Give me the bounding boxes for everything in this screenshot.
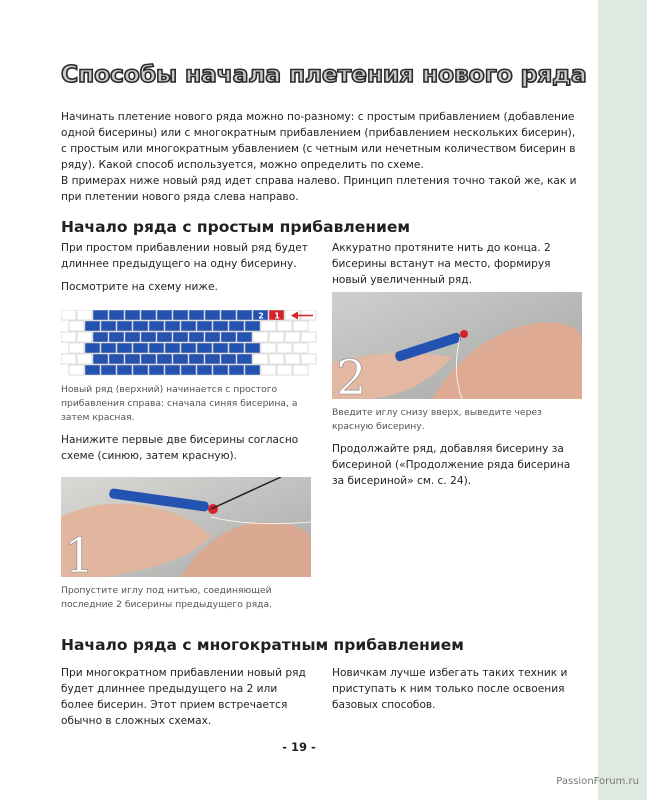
bead-cell	[197, 321, 212, 331]
bead-cell	[149, 321, 164, 331]
bead-cell	[221, 332, 236, 342]
bead-cell	[125, 354, 140, 364]
bead-cell	[165, 343, 180, 353]
bead-cell	[69, 365, 84, 375]
intro-paragraph-2: В примерах ниже новый ряд идет справа налево. Принцип плетения точно такой же, как и при плетении нового ряда слева направо.	[61, 175, 577, 203]
bead-cell	[277, 321, 292, 331]
section2-right-paragraph: Новичкам лучше избегать таких техник и приступать к ним только после освоения базовых способов.	[332, 667, 568, 711]
bead-scheme-diagram	[61, 310, 319, 376]
bead-cell	[61, 310, 76, 320]
bead-cell	[229, 365, 244, 375]
bead-cell	[205, 310, 220, 320]
bead-cell	[133, 365, 148, 375]
bead-cell	[301, 354, 316, 364]
bead-cell	[109, 310, 124, 320]
bead-cell	[237, 354, 252, 364]
bead-cell	[117, 365, 132, 375]
bead-cell	[61, 354, 76, 364]
bead-cell	[181, 343, 196, 353]
bead-cell	[173, 332, 188, 342]
bead-cell	[69, 321, 84, 331]
bead-cell	[101, 343, 116, 353]
bead-cell	[181, 321, 196, 331]
bead-cell	[125, 310, 140, 320]
bead-cell	[237, 310, 252, 320]
page-title: Способы начала плетения нового ряда	[61, 60, 587, 88]
bead-cell	[269, 354, 284, 364]
bead-cell	[261, 321, 276, 331]
bead-cell	[229, 321, 244, 331]
bead-cell	[109, 332, 124, 342]
section1-left-paragraph-3: Нанижите первые две бисерины согласно схеме (синюю, затем красную).	[61, 434, 299, 462]
page-side-band	[598, 0, 647, 800]
bead-cell	[69, 343, 84, 353]
bead-cell	[93, 354, 108, 364]
bead-cell	[301, 332, 316, 342]
bead-cell	[77, 310, 92, 320]
bead-cell	[277, 365, 292, 375]
bead-cell	[101, 321, 116, 331]
bead-cell	[149, 365, 164, 375]
bead-cell	[253, 354, 268, 364]
bead-cell	[85, 365, 100, 375]
scheme-step-label: 2	[258, 311, 264, 321]
photo-step-2	[332, 292, 582, 399]
bead-cell	[173, 310, 188, 320]
bead-cell	[165, 321, 180, 331]
bead-cell	[181, 365, 196, 375]
bead-cell	[141, 354, 156, 364]
bead-cell	[285, 332, 300, 342]
bead-cell	[197, 365, 212, 375]
scheme-step-label: 1	[274, 311, 280, 321]
section1-left-paragraph-1: При простом прибавлении новый ряд будет длиннее предыдущего на одну бисерину.	[61, 242, 308, 270]
section1-right-paragraph-2: Продолжайте ряд, добавляя бисерину за бисериной («Продолжение ряда бисерина за бисериной» см. с. 24).	[332, 443, 571, 487]
photo-step-number: 2	[336, 350, 367, 399]
bead-cell	[293, 365, 308, 375]
bead-cell	[237, 332, 252, 342]
intro-paragraph-1: Начинать плетение нового ряда можно по-разному: с простым прибавлением (добавление одной бисерины) или с многократным прибавлением (прибавлением нескольких бисерин), с простым или многократным убавлением (с четным или нечетным количеством бисерин в ряду). Какой способ используется, можно определить по схеме.	[61, 111, 576, 171]
diagram-caption: Новый ряд (верхний) начинается с простого прибавления справа: сначала синяя бисерина, а затем красная.	[61, 384, 298, 423]
bead-cell	[77, 354, 92, 364]
bead-cell	[165, 365, 180, 375]
bead-cell	[125, 332, 140, 342]
bead-cell	[277, 343, 292, 353]
bead-cell	[197, 343, 212, 353]
bead-cell	[189, 332, 204, 342]
bead-cell	[189, 354, 204, 364]
bead-cell	[93, 310, 108, 320]
section1-left-paragraph-2: Посмотрите на схему ниже.	[61, 281, 218, 293]
watermark: PassionForum.ru	[556, 776, 639, 787]
bead-cell	[253, 332, 268, 342]
bead-cell	[157, 332, 172, 342]
bead-cell	[245, 343, 260, 353]
bead-cell	[261, 343, 276, 353]
bead-cell	[117, 343, 132, 353]
bead-cell	[109, 354, 124, 364]
bead-cell	[245, 321, 260, 331]
bead-cell	[141, 332, 156, 342]
bead-cell	[269, 332, 284, 342]
page-number: - 19 -	[282, 740, 316, 754]
section2-heading: Начало ряда с многократным прибавлением	[61, 636, 464, 654]
bead-cell	[93, 332, 108, 342]
bead-cell	[149, 343, 164, 353]
bead-cell	[133, 321, 148, 331]
bead-cell	[285, 354, 300, 364]
bead-cell	[221, 310, 236, 320]
bead-cell	[61, 332, 76, 342]
bead-cell	[133, 343, 148, 353]
section1-right-paragraph-1: Аккуратно протяните нить до конца. 2 бисерины встанут на место, формируя новый увеличенный ряд.	[332, 242, 551, 286]
bead-cell	[205, 332, 220, 342]
bead-cell	[221, 354, 236, 364]
bead-cell	[141, 310, 156, 320]
bead-cell	[101, 365, 116, 375]
bead-cell	[213, 343, 228, 353]
bead-cell	[157, 310, 172, 320]
bead-cell	[85, 343, 100, 353]
bead-cell	[77, 332, 92, 342]
bead-cell	[229, 343, 244, 353]
section1-heading: Начало ряда с простым прибавлением	[61, 218, 411, 236]
bead-cell	[117, 321, 132, 331]
photo-step-1	[61, 477, 311, 577]
bead-cell	[85, 321, 100, 331]
bead-cell	[293, 343, 308, 353]
bead-cell	[157, 354, 172, 364]
bead-cell	[173, 354, 188, 364]
photo-step-number: 1	[64, 528, 95, 577]
bead-cell	[205, 354, 220, 364]
bead-cell	[261, 365, 276, 375]
photo-1-caption: Пропустите иглу под нитью, соединяющей последние 2 бисерины предыдущего ряда.	[61, 585, 273, 610]
bead-cell	[213, 365, 228, 375]
bead-cell	[213, 321, 228, 331]
bead-cell	[245, 365, 260, 375]
bead-cell	[189, 310, 204, 320]
bead-cell	[293, 321, 308, 331]
photo-2-caption: Введите иглу снизу вверх, выведите через красную бисерину.	[332, 407, 542, 432]
section2-left-paragraph: При многократном прибавлении новый ряд будет длиннее предыдущего на 2 или более бисерин. Этот прием встречается обычно в сложных схемах.	[61, 667, 306, 727]
